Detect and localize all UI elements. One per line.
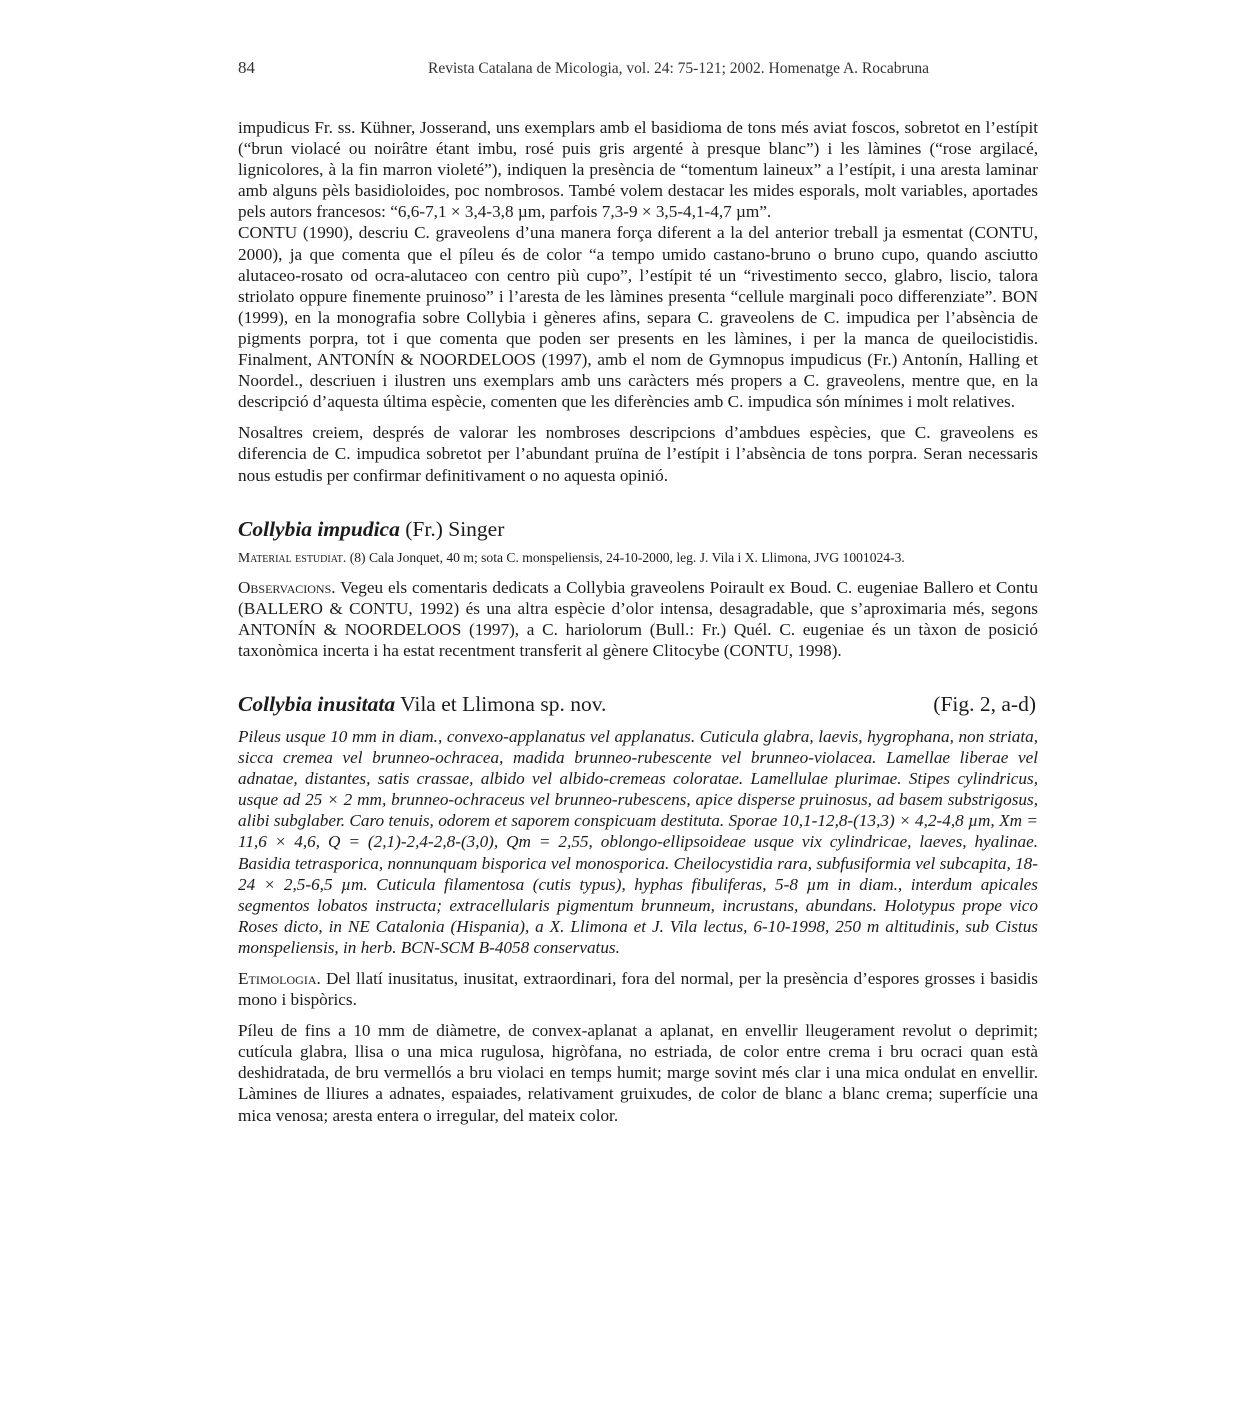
species-name: Collybia inusitata <box>238 691 396 716</box>
page-number: 84 <box>238 58 255 77</box>
latin-diagnosis <box>238 726 1038 958</box>
observations-paragraph <box>238 577 1038 661</box>
etymology-paragraph <box>238 968 1038 1010</box>
material-text: (8) Cala Jonquet, 40 m; sota C. monspeliensis, 24-10-2000, leg. J. Vila i X. Llimona, JVG 1001024-3. <box>349 549 905 565</box>
etymology-text: Del llatí inusitatus, inusitat, extraordinari, fora del normal, per la presència d’espores grosses i basidis mono i bispòrics. <box>238 969 1038 1010</box>
intro-paragraph-1: impudicus Fr. ss. Kühner, Josserand, uns exemplars amb el basidioma de tons més aviat foscos, sobretot en l’estípit (“brun violacé ou noirâtre étant imbu, rosé puis gris argenté à presque blanc”) i les làmines (“rose argilacé, lignicolores, à la fin marron violeté”), indiquen la presència de “tomentum laineux” a l’estípit, i una aresta laminar amb alguns pèls basidioloides, poc nombrosos. També volem destacar les mides esporals, molt variables, aportades pels autors francesos: “6,6-7,1 × 3,4-3,8 µm, parfois 7,3-9 × 3,5-4,1-4,7 µm”. <box>238 118 1038 222</box>
latin-text: Pileus usque 10 mm in diam., convexo-applanatus vel applanatus. Cuticula glabra, laevis, hygrophana, non striata, sicca cremea vel brunneo-ochracea, madida brunneo-rubescente vel brunneo-violacea. Lamellae liberae vel adnatae, distantes, satis crassae, albido vel albido-cremeas coloratae. Lamellulae plurimae. Stipes cylindricus, usque ad 25 × 2 mm, brunneo-ochraceus vel brunneo-rubescens, apice disperse pruinosus, ad basem substrigosus, alibi subglaber. Caro tenuis, odorem et saporem conspicuam destituta. Sporae 10,1-12,8-(13,3) × 4,2-4,8 µm, Xm = 11,6 × 4,6, Q = (2,1)-2,4-2,8-(3,0), Qm = 2,55, oblongo-ellipsoideae usque vix cylindricae, laeves, hyalinae. Basidia tetrasporica, nonnunquam bisporica vel monosporica. Cheilocystidia rara, subfusiformia vel subcapita, 18-24 × 2,5-6,5 µm. Cuticula filamentosa (cutis typus), hyphas fibuliferas, 5-8 µm in diam., interdum apicales segmentos lobatos instructa; extracellularis pigmentum brunneum, incrustans, abundans. Holotypus prope vico Roses dicto, in NE Catalonia (Hispania), a X. Llimona et J. Vila lectus, 6-10-1998, 250 m altitudinis, sub Cistus monspeliensis, in herb. BCN-SCM B-4058 conservatus. <box>238 726 1038 957</box>
etymology-label: Etimologia. <box>238 969 321 988</box>
intro-paragraph-2: CONTU (1990), descriu C. graveolens d’una manera força diferent a la del anterior treball ja esmentat (CONTU, 2000), ja que comenta que el píleu és de color “a tempo umido castano-bruno o bruno cupo, quando asciutto alutaceo-rosato od ocra-alutaceo con centro più cupo”, l’estípit té un “rivestimento secco, glabro, liscio, talora striolato oppure finemente pruinoso” i l’aresta de les làmines presenta “cellule marginali poco differenziate”. BON (1999), en la monografia sobre Collybia i gèneres afins, separa C. graveolens de C. impudica per l’absència de pigments porpra, tot i que comenta que poden ser presents en les làmines, i per la manca de queilocistidis. Finalment, ANTONÍN & NOORDELOOS (1997), amb el nom de Gymnopus impudicus (Fr.) Antonín, Halling et Noordel., descriuen i ilustren uns exemplars amb uns caràcters més propers a C. graveolens, mentre que, en la descripció d’aquesta última espècie, comenten que les diferències amb C. impudica són mínimes i molt relatives. <box>238 223 1038 412</box>
running-head <box>238 58 1038 82</box>
species-heading-inusitata <box>238 691 1038 717</box>
species-authority: Vila et Llimona sp. nov. <box>400 691 607 716</box>
observations-text: Vegeu els comentaris dedicats a Collybia graveolens Poirault ex Boud. C. eugeniae Ballero et Contu (BALLERO & CONTU, 1992) és una altra espècie d’olor intensa, desagradable, que s’aproximaria més, segons ANTONÍN & NOORDELOOS (1997), a C. hariolorum (Bull.: Fr.) Quél. C. eugeniae és un tàxon de posició taxonòmica incerta i ha estat recentment transferit al gènere Clitocybe (CONTU, 1998). <box>238 577 1038 660</box>
material-studied <box>238 548 1038 567</box>
intro-paragraph-3: Nosaltres creiem, després de valorar les nombroses descripcions d’ambdues espècies, que C. graveolens es diferencia de C. impudica sobretot per l’abundant pruïna de l’estípit i l’absència de tons porpra. Seran necessaris nous estudis per confirmar definitivament o no aquesta opinió. <box>238 423 1038 485</box>
figure-reference: (Fig. 2, a-d) <box>933 691 1036 716</box>
journal-title: Revista Catalana de Micologia, vol. 24: 75-121; 2002. Homenatge A. Rocabruna <box>428 60 930 77</box>
article-body <box>238 117 1038 1126</box>
species-authority: (Fr.) Singer <box>405 516 505 541</box>
material-label: Material estudiat. <box>238 549 347 565</box>
description-paragraph: Píleu de fins a 10 mm de diàmetre, de convex-aplanat a aplanat, en envellir lleugerament revolut o deprimit; cutícula glabra, llisa o una mica rugulosa, higròfana, no estriada, de color entre crema i bru ocraci quan està deshidratada, de bru vermellós a bru violaci en temps humit; marge sovint més clar i una mica ondulat en envellir. Làmines de lliures a adnates, espaiades, relativament gruixudes, de color de blanc a blanc crema; superfície una mica venosa; aresta entera o irregular, del mateix color. <box>238 1021 1038 1125</box>
observations-label: Observacions. <box>238 577 336 597</box>
species-name: Collybia impudica <box>238 516 400 541</box>
species-heading-impudica <box>238 516 1038 542</box>
